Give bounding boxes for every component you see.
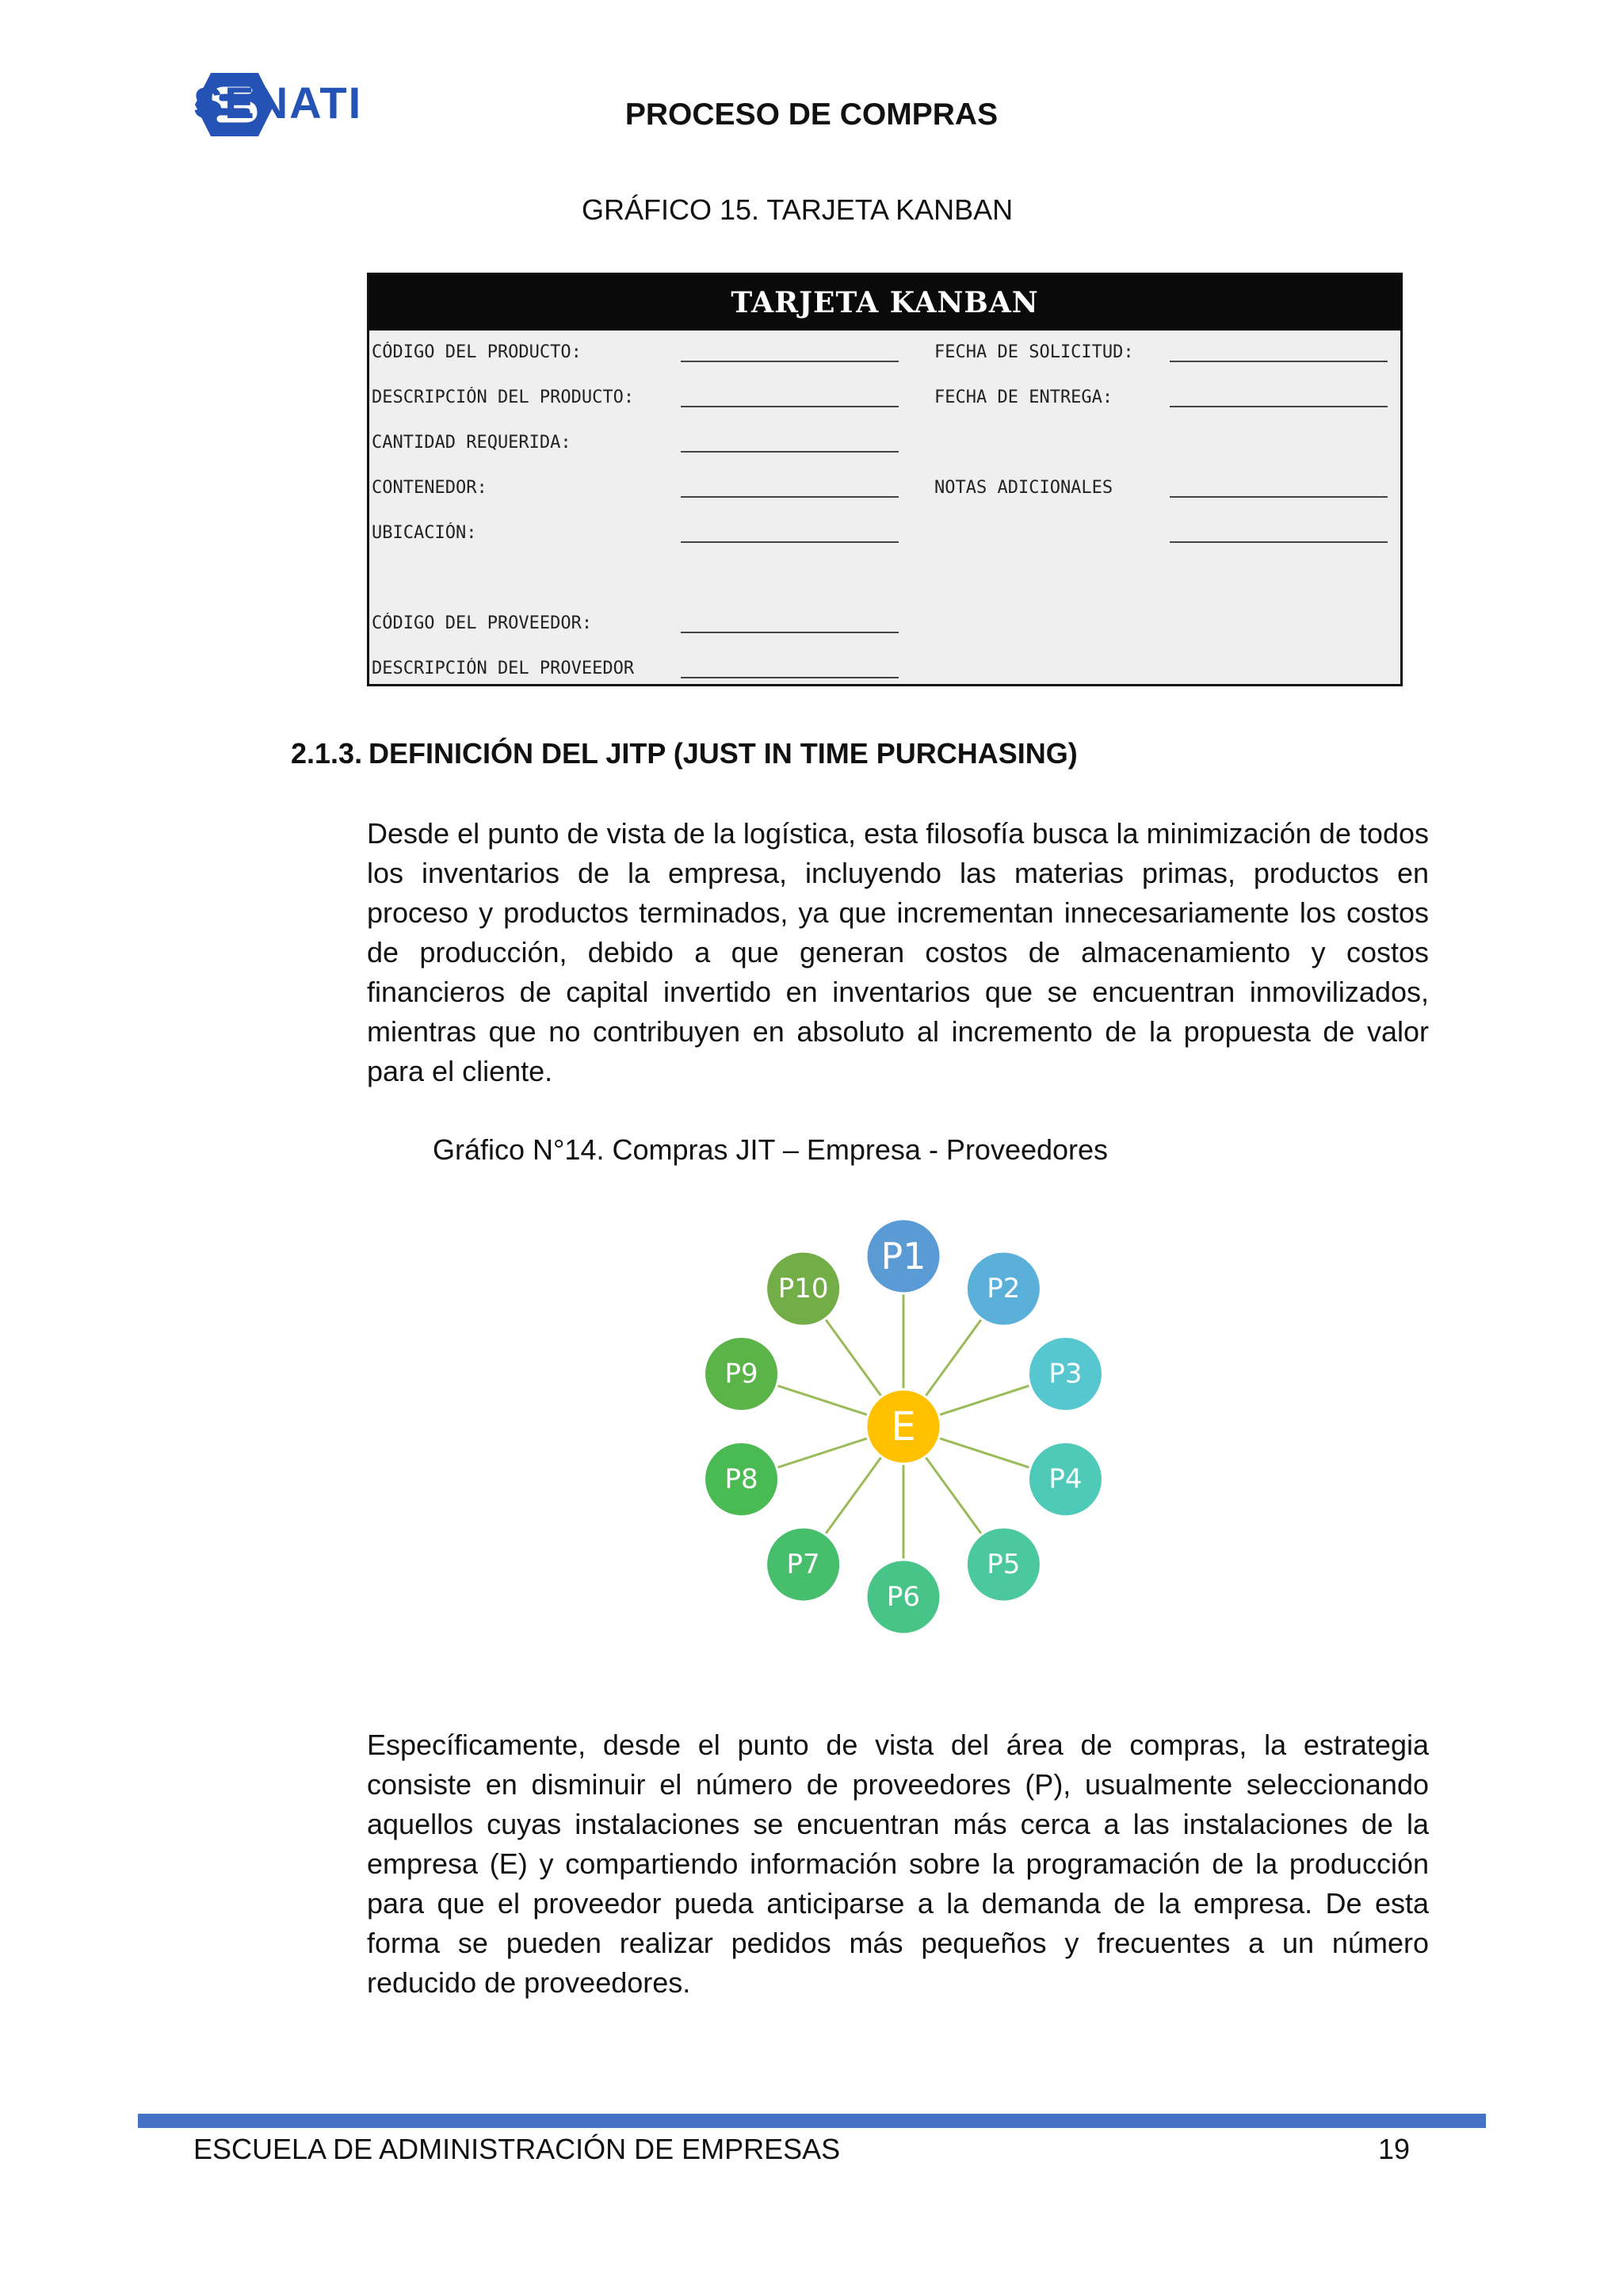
supplier-node-label: P5	[987, 1548, 1021, 1580]
field-line	[681, 677, 899, 678]
field-label: FECHA DE ENTREGA:	[934, 388, 1113, 407]
section-number: 2.1.3.	[291, 737, 363, 770]
supplier-node-label: P7	[786, 1548, 820, 1580]
supplier-node-label: P8	[724, 1463, 758, 1496]
footer-bar	[138, 2114, 1486, 2128]
body-paragraph: Específicamente, desde el punto de vista del área de compras, la estrategia consiste en disminuir el número de proveedores (P), usualmente seleccionando aquellos cuyas instalaciones se encuentran más cerca a las instalaciones de la empresa (E) y compartiendo información sobre la programación de la producción para que el proveedor pueda anticiparse a la demanda de la empresa. De esta forma se pueden realizar pedidos más pequeños y frecuentes a un número reducido de proveedores.	[367, 1729, 1429, 1999]
supplier-node-label: P10	[777, 1273, 829, 1305]
company-node-label: E	[891, 1404, 916, 1450]
body-paragraph: Desde el punto de vista de la logística, esta filosofía busca la minimización de todos los inventarios de la empresa, incluyendo las materias primas, productos en proceso y productos terminados, ya que incrementan innecesariamente los costos de producción, debido a que generan costos de almacenamiento y costos financieros de capital invertido en inventarios que se encuentran inmovilizados, mientras que no contribuyen en absoluto al incremento de la propuesta de valor para el cliente.	[367, 817, 1429, 1087]
field-line	[1170, 541, 1388, 543]
field-line	[681, 496, 899, 498]
field-label: UBICACIÓN:	[372, 523, 477, 543]
field-label: CANTIDAD REQUERIDA:	[372, 433, 571, 453]
field-label: FECHA DE SOLICITUD:	[934, 342, 1134, 362]
field-label: CONTENEDOR:	[372, 478, 487, 498]
field-label: DESCRIPCIÓN DEL PROVEEDOR	[372, 659, 635, 678]
field-line	[681, 541, 899, 543]
field-line	[681, 406, 899, 407]
footer-school-name: ESCUELA DE ADMINISTRACIÓN DE EMPRESAS	[193, 2133, 841, 2165]
figure-caption: GRÁFICO 15. TARJETA KANBAN	[582, 193, 1014, 226]
field-label: NOTAS ADICIONALES	[934, 478, 1113, 498]
supplier-node-label: P4	[1048, 1463, 1083, 1496]
field-label: CÓDIGO DEL PROVEEDOR:	[372, 613, 593, 633]
jit-supplier-diagram	[689, 1205, 1117, 1648]
logo-wordmark: SENATI	[193, 78, 363, 128]
figure-caption: Gráfico N°14. Compras JIT – Empresa - Proveedores	[433, 1133, 1109, 1166]
section-title: DEFINICIÓN DEL JITP (JUST IN TIME PURCHASING)	[369, 737, 1078, 770]
supplier-node-label: P2	[987, 1273, 1021, 1305]
supplier-node-label: P9	[724, 1358, 758, 1390]
kanban-card	[367, 273, 1403, 686]
supplier-node-label: P1	[880, 1235, 926, 1278]
field-line	[681, 361, 899, 362]
supplier-node-label: P6	[886, 1581, 921, 1613]
field-line	[681, 632, 899, 633]
field-line	[1170, 361, 1388, 362]
kanban-card-title: TARJETA KANBAN	[369, 275, 1400, 330]
supplier-node-label: P3	[1048, 1358, 1083, 1390]
field-line	[681, 451, 899, 453]
page-title: PROCESO DE COMPRAS	[624, 97, 999, 132]
field-label: CÓDIGO DEL PRODUCTO:	[372, 342, 582, 362]
field-line	[1170, 496, 1388, 498]
field-line	[1170, 406, 1388, 407]
field-label: DESCRIPCIÓN DEL PRODUCTO:	[372, 388, 635, 407]
page-number: 19	[1378, 2133, 1411, 2165]
